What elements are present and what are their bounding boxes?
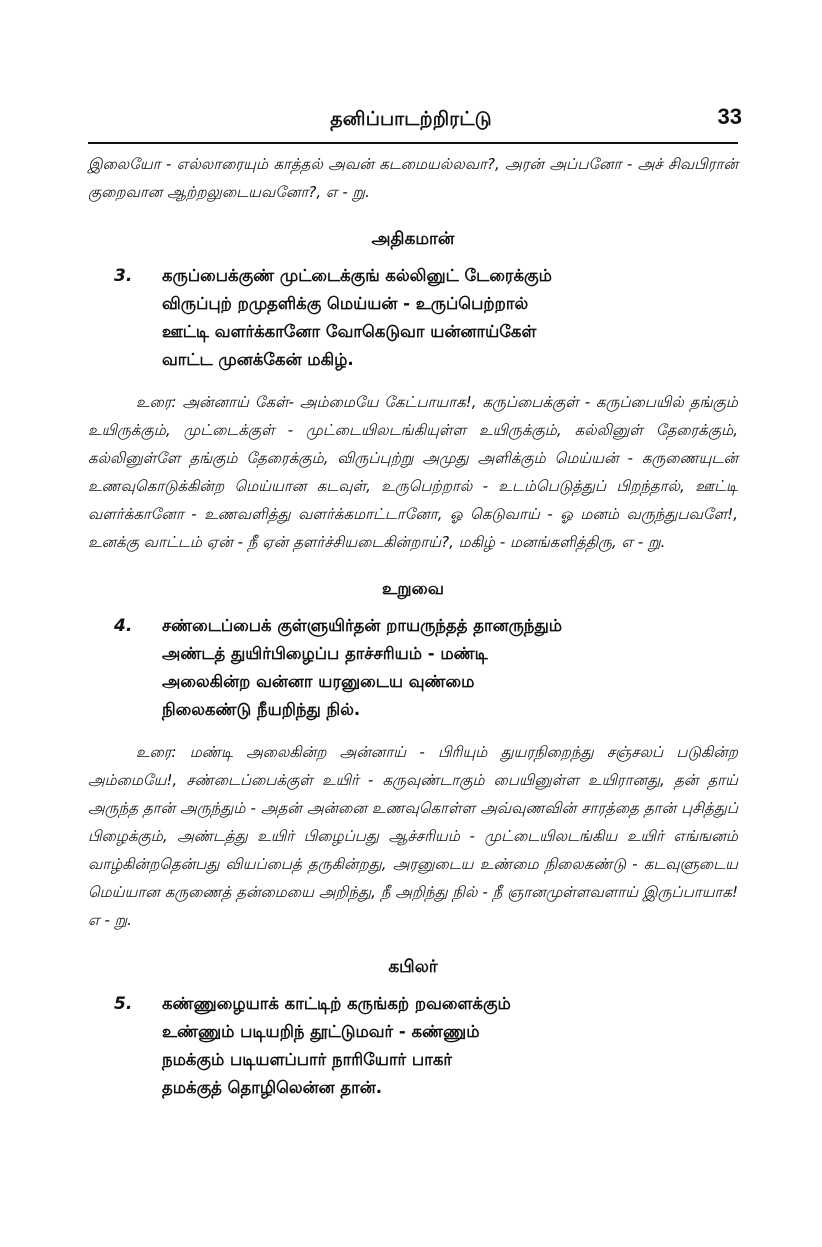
verse-block: [114, 262, 738, 374]
verse-block: [114, 612, 738, 724]
verse-lines: [162, 990, 738, 1102]
verse-number: 4.: [114, 616, 133, 636]
verse-lines: [162, 262, 738, 374]
section-heading: உறுவை: [382, 579, 444, 599]
verse-line: சண்டைப்பைக் குள்ளுயிர்தன் றாயருந்தத் தானருந்தும்: [162, 616, 563, 635]
verse-line: வாட்ட முனக்கேன் மகிழ்.: [162, 350, 354, 369]
verse-line: விருப்புற் றமுதளிக்கு மெய்யன் - உருப்பெற்றால்: [162, 294, 529, 313]
verse-lines: [162, 612, 738, 724]
verse-line: கண்ணுழையாக் காட்டிற் கருங்கற் றவளைக்கும்: [162, 994, 511, 1013]
intro-paragraph: இலையோ - எல்லாரையும் காத்தல் அவன் கடமையல்லவா?, அரன் அப்பனோ - அச் சிவபிரான் குறைவான ஆற்றலுடையவனோ?, எ - று.: [88, 155, 738, 201]
page-number: 33: [717, 104, 742, 129]
verse-line: உண்ணும் படியறிந் தூட்டுமவர் - கண்ணும்: [162, 1022, 480, 1041]
verse-number: 3.: [114, 266, 133, 286]
verse-line: நமக்கும் படியளப்பார் நாரியோர் பாகர்: [162, 1050, 452, 1069]
verse-number: 5.: [114, 994, 133, 1014]
section-heading: கபிலர்: [388, 957, 438, 977]
verse-line: ஊட்டி வளர்க்கானோ வோகெடுவா யன்னாய்கேள்: [162, 322, 537, 341]
header-rule: [88, 142, 738, 144]
commentary-paragraph: உரை: மண்டி அலைகின்ற அன்னாய் - பிரியும் துயரநிறைந்து சஞ்சலப் படுகின்ற அம்மையே!, சண்டைப்பைக்குள் உயிர் - கருவுண்டாகும் பையினுள்ள உயிரானது, தன் தாய் அருந்த தான் அருந்தும் - அதன் அன்னை உணவுகொள்ள அவ்வுணவின் சாரத்தை தான் புசித்துப் பிழைக்கும், அண்டத்து உயிர் பிழைப்பது ஆச்சரியம் - முட்டையிலடங்கிய உயிர் எங்ஙனம் வாழ்கின்றதென்பது வியப்பைத் தருகின்றது, அரனுடைய உண்மை நிலைகண்டு - கடவுளுடைய மெய்யான கருணைத் தன்மையை அறிந்து, நீ அறிந்து நில் - நீ ஞானமுள்ளவளாய் இருப்பாயாக! எ - று.: [88, 743, 738, 929]
verse-line: அலைகின்ற வன்னா யரனுடைய வுண்மை: [162, 672, 475, 691]
verse-line: நிலைகண்டு நீயறிந்து நில்.: [162, 700, 361, 719]
commentary-paragraph: உரை: அன்னாய் கேள்- அம்மையே கேட்பாயாக!, கருப்பைக்குள் - கருப்பையில் தங்கும் உயிருக்கும், முட்டைக்குள் - முட்டையிலடங்கியுள்ள உயிருக்கும், கல்லினுள் தேரைக்கும், கல்லினுள்ளே தங்கும் தேரைக்கும், விருப்புற்று அமுது அளிக்கும் மெய்யன் - கருணையுடன் உணவுகொடுக்கின்ற மெய்யான கடவுள், உருபெற்றால் - உடம்பெடுத்துப் பிறந்தால், ஊட்டி வளர்க்கானோ - உணவளித்து வளர்க்கமாட்டானோ, ஓ கெடுவாய் - ஓ மனம் வருந்துபவளே!, உனக்கு வாட்டம் ஏன் - நீ ஏன் தளர்ச்சியடைகின்றாய்?, மகிழ் - மனங்களித்திரு, எ - று.: [88, 393, 738, 551]
section-heading: அதிகமான்: [371, 229, 455, 249]
running-title: தனிப்பாடற்றிரட்டு: [330, 108, 492, 130]
verse-line: தமக்குத் தொழிலென்ன தான்.: [162, 1078, 383, 1097]
section-kapilar: [88, 952, 738, 1102]
verse-line: அண்டத் துயிர்பிழைப்ப தாச்சரியம் - மண்டி: [162, 644, 488, 663]
verse-block: [114, 990, 738, 1102]
verse-line: கருப்பைக்குண் முட்டைக்குங் கல்லினுட் டேரைக்கும்: [162, 266, 552, 285]
page-content: [88, 150, 738, 1110]
section-athikaman: [88, 224, 738, 556]
section-uruvai: [88, 574, 738, 934]
